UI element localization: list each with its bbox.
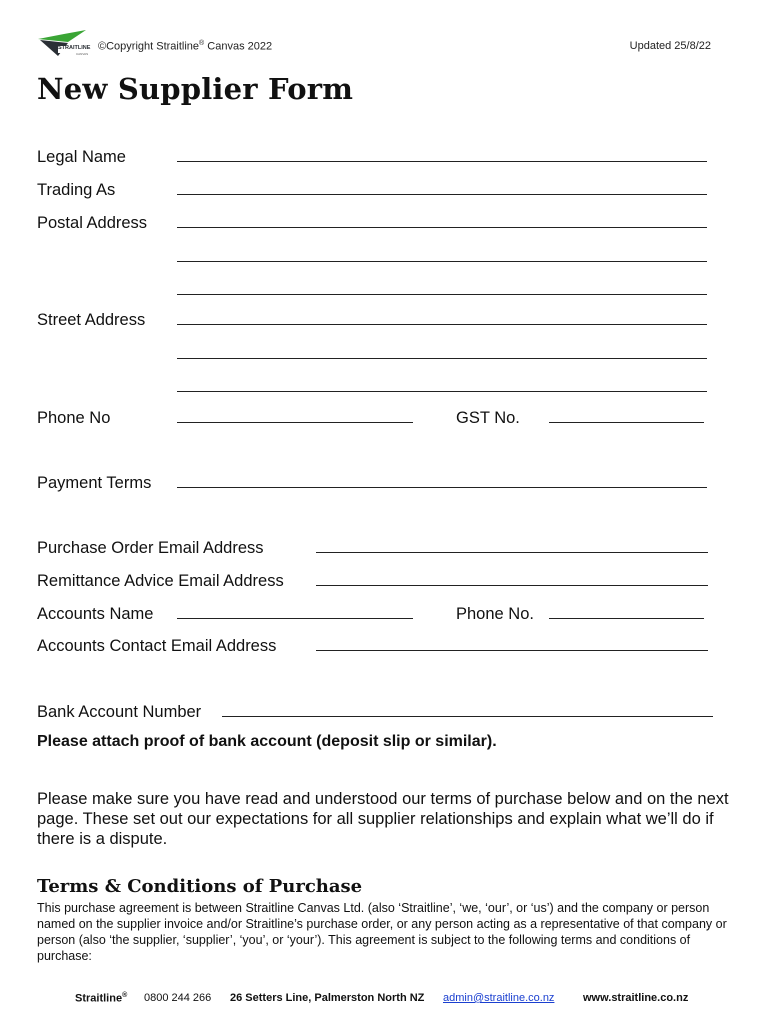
legal-name-field[interactable] xyxy=(177,161,707,162)
footer-phone: 0800 244 266 xyxy=(144,992,212,1004)
gst-no-field[interactable] xyxy=(549,422,704,423)
page-title: New Supplier Form xyxy=(37,72,354,106)
phone-no-field[interactable] xyxy=(177,422,413,423)
footer-email-link[interactable]: admin@straitline.co.nz xyxy=(443,992,555,1004)
copyright-text: ©Copyright Straitline® Canvas 2022 xyxy=(98,40,273,53)
payment-terms-label: Payment Terms xyxy=(37,474,152,492)
street-address-field-1[interactable] xyxy=(177,324,707,325)
street-address-field-2[interactable] xyxy=(177,358,707,359)
intro-paragraph: Please make sure you have read and understood our terms of purchase below and on the next page. These set out our expectations for all supplier relationships and explain what we’ll do if there is a dispute. xyxy=(37,790,729,848)
trading-as-label: Trading As xyxy=(37,181,116,199)
street-address-label: Street Address xyxy=(37,311,146,329)
accounts-email-label: Accounts Contact Email Address xyxy=(37,637,277,655)
legal-name-label: Legal Name xyxy=(37,148,126,166)
footer-company: Straitline® xyxy=(75,992,128,1005)
footer-website[interactable]: www.straitline.co.nz xyxy=(583,992,689,1004)
terms-body: This purchase agreement is between Straitline Canvas Ltd. (also ‘Straitline’, ‘we, ‘our’, or ‘us’) and the company or person named on the supplier invoice and/or Straitline’s purchase order, or any person acting as a representative of that company or person (also ‘the supplier, ‘supplier’, ‘you’, or ‘your’). This agreement is subject to the following terms and conditions of purchase: xyxy=(37,901,727,963)
postal-address-label: Postal Address xyxy=(37,214,148,232)
bank-account-label: Bank Account Number xyxy=(37,703,202,721)
terms-heading: Terms & Conditions of Purchase xyxy=(37,876,363,897)
trading-as-field[interactable] xyxy=(177,194,707,195)
street-address-field-3[interactable] xyxy=(177,391,707,392)
remittance-email-field[interactable] xyxy=(316,585,708,586)
po-email-field[interactable] xyxy=(316,552,708,553)
accounts-email-field[interactable] xyxy=(316,650,708,651)
updated-date: Updated 25/8/22 xyxy=(629,40,711,52)
phone-no-label: Phone No xyxy=(37,409,111,427)
postal-address-field-3[interactable] xyxy=(177,294,707,295)
logo-text: STRAITLINE xyxy=(58,45,91,51)
po-email-label: Purchase Order Email Address xyxy=(37,539,264,557)
accounts-phone-label: Phone No. xyxy=(456,605,534,623)
bank-proof-note: Please attach proof of bank account (deposit slip or similar). xyxy=(37,733,497,750)
accounts-phone-field[interactable] xyxy=(549,618,704,619)
remittance-email-label: Remittance Advice Email Address xyxy=(37,572,284,590)
payment-terms-field[interactable] xyxy=(177,487,707,488)
logo-subtext: CANVAS xyxy=(76,52,89,56)
gst-no-label: GST No. xyxy=(456,409,520,427)
accounts-name-label: Accounts Name xyxy=(37,605,154,623)
company-logo xyxy=(38,30,90,58)
bank-account-field[interactable] xyxy=(222,716,713,717)
accounts-name-field[interactable] xyxy=(177,618,413,619)
footer-address: 26 Setters Line, Palmerston North NZ xyxy=(230,992,425,1004)
postal-address-field-2[interactable] xyxy=(177,261,707,262)
postal-address-field-1[interactable] xyxy=(177,227,707,228)
